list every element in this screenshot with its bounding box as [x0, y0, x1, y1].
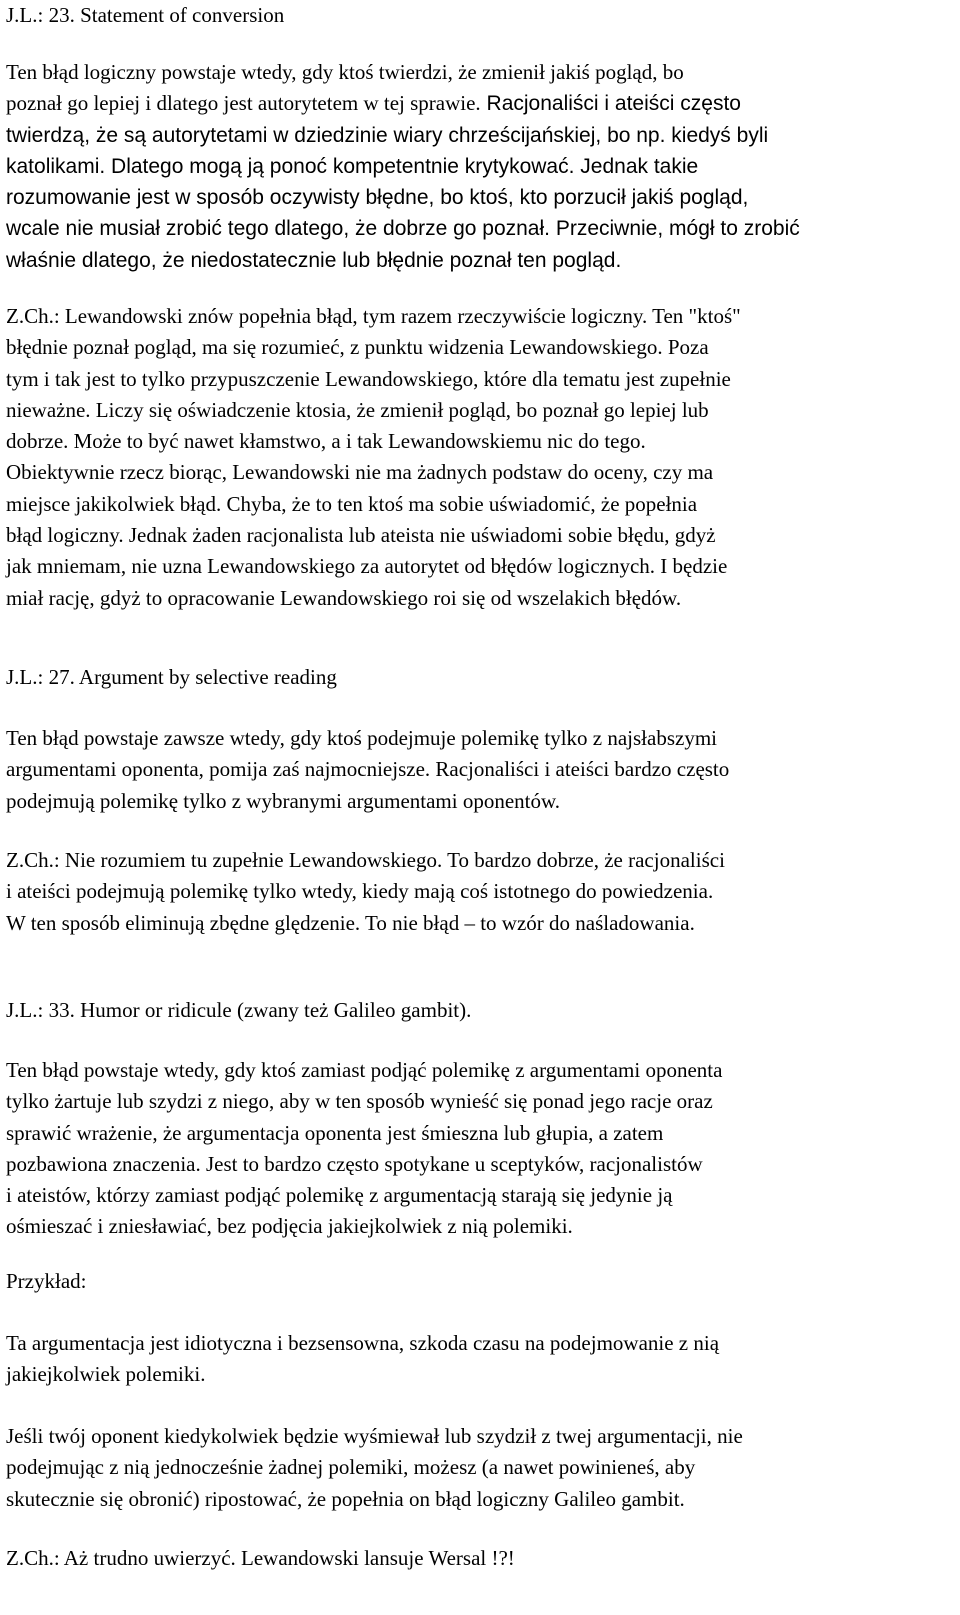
paragraph-line: Ten błąd logiczny powstaje wtedy, gdy ktoś twierdzi, że zmienił jakiś pogląd, bo — [6, 60, 684, 84]
paragraph-line: Z.Ch.: Aż trudno uwierzyć. Lewandowski lansuje Wersal !?! — [6, 1546, 515, 1570]
paragraph-line — [6, 88, 954, 119]
paragraph-line: Z.Ch.: Lewandowski znów popełnia błąd, tym razem rzeczywiście logiczny. Ten "ktoś" — [6, 304, 741, 328]
paragraph-line: wcale nie musiał zrobić tego dlatego, że dobrze go poznał. Przeciwnie, mógł to zrobić — [6, 217, 800, 241]
jl-paragraph — [6, 1055, 954, 1243]
paragraph-line: Z.Ch.: Nie rozumiem tu zupełnie Lewandowskiego. To bardzo dobrze, że racjonaliści — [6, 848, 725, 872]
paragraph-line: nieważne. Liczy się oświadczenie ktosia, że zmienił pogląd, bo poznał go lepiej lub — [6, 397, 709, 422]
paragraph-segment: poznał go lepiej i dlatego jest autorytetem w tej sprawie. — [6, 91, 481, 116]
paragraph-line: Obiektywnie rzecz biorąc, Lewandowski nie ma żadnych podstaw do oceny, czy ma — [6, 460, 714, 485]
paragraph-line: sprawić wrażenie, że argumentacja oponenta jest śmieszna lub głupia, a zatem — [6, 1120, 664, 1145]
paragraph-segment: Racjonaliści i ateiści często — [480, 92, 741, 116]
paragraph-line: Ten błąd powstaje wtedy, gdy ktoś zamiast podjąć polemikę z argumentami oponenta — [6, 1058, 723, 1082]
paragraph-line: tym i tak jest to tylko przypuszczenie Lewandowskiego, które dla tematu jest zupełnie — [6, 366, 731, 391]
paragraph-line: i ateiści podejmują polemikę tylko wtedy, kiedy mają coś istotnego do powiedzenia. — [6, 879, 714, 904]
paragraph-line: Jeśli twój oponent kiedykolwiek będzie wyśmiewał lub szydził z twej argumentacji, nie — [6, 1424, 743, 1448]
advice-paragraph — [6, 1421, 954, 1515]
paragraph-line: dobrze. Może to być nawet kłamstwo, a i tak Lewandowskiemu nic do tego. — [6, 429, 646, 454]
paragraph-line: twierdzą, że są autorytetami w dziedzinie wiary chrześcijańskiej, bo np. kiedyś byli — [6, 123, 769, 147]
heading-text: J.L.: 27. Argument by selective reading — [6, 665, 337, 689]
paragraph-line: podejmują polemikę tylko z wybranymi argumentami oponentów. — [6, 788, 561, 813]
paragraph-line: miał rację, gdyż to opracowanie Lewandowskiego roi się od wszelakich błędów. — [6, 585, 682, 610]
paragraph-line: miejsce jakikolwiek błąd. Chyba, że to ten ktoś ma sobie uświadomić, że popełnia — [6, 491, 698, 516]
paragraph-line: argumentami oponenta, pomija zaś najmocniejsze. Racjonaliści i ateiści bardzo często — [6, 757, 730, 782]
section-heading — [6, 0, 954, 31]
paragraph-line: jakiejkolwiek polemiki. — [6, 1362, 206, 1387]
jl-paragraph — [6, 723, 954, 817]
paragraph-line: rozumowanie jest w sposób oczywisty błędne, bo ktoś, kto porzucił jakiś pogląd, — [6, 186, 749, 210]
paragraph-line: i ateistów, którzy zamiast podjąć polemikę z argumentacją starają się jedynie ją — [6, 1183, 673, 1208]
paragraph-line: jak mniemam, nie uzna Lewandowskiego za autorytet od błędów logicznych. I będzie — [6, 554, 728, 579]
zch-paragraph — [6, 301, 954, 614]
paragraph-line: pozbawiona znaczenia. Jest to bardzo często spotykane u sceptyków, racjonalistów — [6, 1151, 703, 1176]
heading-text: J.L.: 33. Humor or ridicule (zwany też Galileo gambit). — [6, 998, 472, 1022]
paragraph-line: katolikami. Dlatego mogą ją ponoć kompetentnie krytykować. Jednak takie — [6, 154, 699, 178]
paragraph-line: skutecznie się obronić) ripostować, że popełnia on błąd logiczny Galileo gambit. — [6, 1486, 685, 1511]
paragraph-line: ośmieszać i zniesławiać, bez podjęcia jakiejkolwiek z nią polemiki. — [6, 1214, 573, 1239]
example-paragraph — [6, 1328, 954, 1391]
example-label-text: Przykład: — [6, 1269, 87, 1293]
heading-text: J.L.: 23. Statement of conversion — [6, 3, 285, 27]
paragraph-line: błędnie poznał pogląd, ma się rozumieć, z punktu widzenia Lewandowskiego. Poza — [6, 335, 709, 360]
example-label — [6, 1266, 954, 1297]
paragraph-line: tylko żartuje lub szydzi z niego, aby w ten sposób wynieść się ponad jego racje oraz — [6, 1089, 713, 1114]
zch-paragraph — [6, 1543, 954, 1574]
jl-paragraph — [6, 57, 954, 276]
paragraph-line: W ten sposób eliminują zbędne ględzenie. To nie błąd – to wzór do naśladowania. — [6, 910, 695, 935]
paragraph-line: błąd logiczny. Jednak żaden racjonalista lub ateista nie uświadomi sobie błędu, gdyż — [6, 523, 716, 548]
paragraph-line: Ten błąd powstaje zawsze wtedy, gdy ktoś podejmuje polemikę tylko z najsłabszymi — [6, 726, 717, 750]
section-heading — [6, 662, 954, 693]
section-heading — [6, 995, 954, 1026]
paragraph-line: właśnie dlatego, że niedostatecznie lub błędnie poznał ten pogląd. — [6, 248, 622, 272]
paragraph-line: Ta argumentacja jest idiotyczna i bezsensowna, szkoda czasu na podejmowanie z nią — [6, 1331, 720, 1355]
zch-paragraph — [6, 845, 954, 939]
paragraph-line: podejmując z nią jednocześnie żadnej polemiki, możesz (a nawet powinieneś, aby — [6, 1455, 696, 1480]
